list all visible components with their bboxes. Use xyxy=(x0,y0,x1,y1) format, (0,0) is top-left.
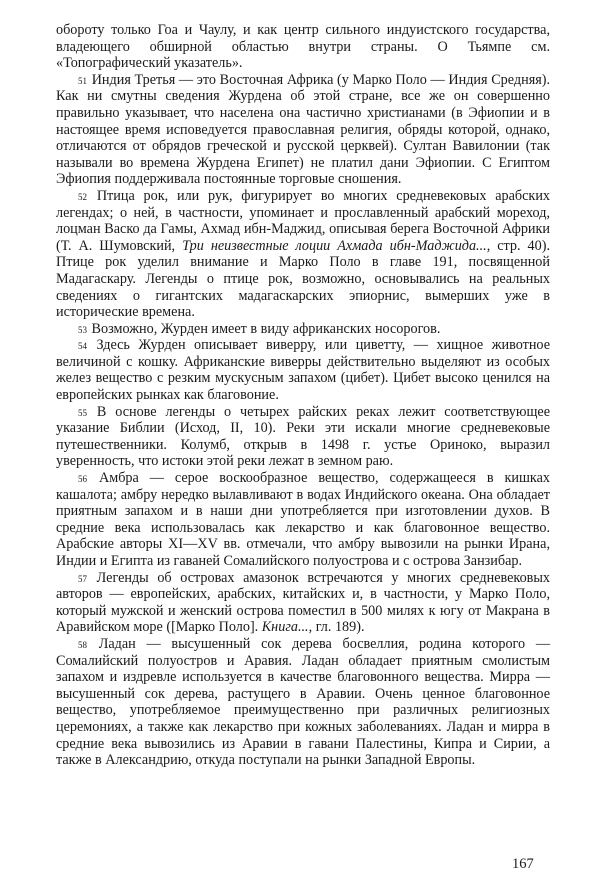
notes-list xyxy=(56,72,550,769)
note-paragraph xyxy=(56,570,550,636)
note-text: Ладан — высушенный сок дерева босвеллия, родина которого — Сомалийский полуостров и Аравия. Ладан обладает приятным смолистым запахом и издревле используется в качестве благовонного вещества. Мирра — высушенный сок дерева, растущего в Аравии. Очень ценное благовонное вещество, употребляемое преимущественно при различных религиозных церемониях, а также как лекарство при кожных заболеваниях. Ладан и мирра в средние века вывозились из Аравии в гавани Палестины, Кипра и Сирии, а также в Александрию, откуда поступали на рынки Западной Европы. xyxy=(56,635,551,769)
note-number: 56 xyxy=(78,474,87,485)
note-paragraph xyxy=(56,404,550,470)
note-text: Птица рок, или рук, фигурирует во многих средневековых арабских легендах; о ней, в частности, упоминает и прославленный арабский мореход, лоцман Васко да Гамы, Ахмад ибн-Маджид, описывая берега Восточной Африки (Т. А. Шумовский, xyxy=(56,187,550,254)
note-citation-italic: Книга..., xyxy=(261,619,313,636)
note-number: 58 xyxy=(78,639,87,650)
note-number: 52 xyxy=(78,191,87,202)
note-number: 57 xyxy=(78,573,87,584)
note-paragraph xyxy=(56,470,550,570)
note-number: 55 xyxy=(78,407,87,418)
note-paragraph xyxy=(56,337,550,403)
page-body xyxy=(56,22,550,769)
note-number: 54 xyxy=(78,341,87,352)
page-number: 167 xyxy=(512,856,534,872)
note-text: стр. 40). Птице рок уделил внимание и Марко Поло в главе 191, посвященной Мадагаскару. Легенды о птице рок, возможно, основывались на реальных сведениях о гигантских мадагаскарских эпиорнис, вымерших уже в исторические времена. xyxy=(56,237,550,321)
continuation-paragraph: обороту только Гоа и Чаулу, и как центр сильного индуистского государства, владеющего обширной областью внутри страны. О Тьямпе см. «Топографический указатель». xyxy=(56,22,550,72)
note-paragraph xyxy=(56,636,550,769)
note-paragraph xyxy=(56,321,550,338)
note-text: Амбра — серое воскообразное вещество, содержащееся в кишках кашалота; амбру нередко вылавливают в водах Индийского океана. Она обладает приятным запахом и в наши дни употребляется при изготовлении духов. В средние века использовалась как лекарство и как благовонное вещество. Арабские авторы XI—XV вв. отмечали, что амбру вывозили на рынки Ирана, Индии и Египта из гаваней Сомалийского полуострова и с острова Занзибар. xyxy=(56,470,550,569)
note-paragraph xyxy=(56,72,550,188)
note-text: Здесь Журден описывает виверру, или циветту, — хищное животное величиной с кошку. Африканские виверры действительно выделяют из особых желез вещество с резким мускусным запахом (цибет). Цибет высоко ценился на европейских рынках как благовоние. xyxy=(56,337,550,404)
note-citation-italic: Три неизвестные лоции Ахмада ибн-Маджида..., xyxy=(182,237,491,254)
note-text: Легенды об островах амазонок встречаются у многих средневековых авторов — европейских, арабских, китайских и, в частности, у Марко Поло, который мужской и женский острова поместил в 500 милях к югу от Макрана в Аравийском море ([Марко Поло]. xyxy=(56,569,550,636)
note-text: гл. 189). xyxy=(312,619,365,636)
note-paragraph xyxy=(56,188,550,321)
note-number: 53 xyxy=(78,324,87,335)
note-text: В основе легенды о четырех райских реках лежит соответствующее указание Библии (Исход, II, 10). Реки эти искали многие средневековые путешественники. Колумб, открыв в 1498 г. устье Ориноко, выразил уверенность, что истоки этой реки лежат в земном раю. xyxy=(56,403,550,470)
note-number: 51 xyxy=(78,75,87,86)
note-text: Возможно, Журден имеет в виду африканских носорогов. xyxy=(91,320,441,337)
note-text: Индия Третья — это Восточная Африка (у Марко Поло — Индия Средняя). Как ни смутны сведения Журдена об этой стране, все же он совершенно правильно указывает, что населена она частично христианами (в Эфиопии и в настоящее время исповедуется православная религия, обряды которой, однако, отличаются от обрядов греческой и русской церквей). Султан Вавилонии (так называли во времена Журдена Египет) не платил дани Эфиопии. С Египтом Эфиопия поддерживала постоянные торговые сношения. xyxy=(56,71,551,188)
